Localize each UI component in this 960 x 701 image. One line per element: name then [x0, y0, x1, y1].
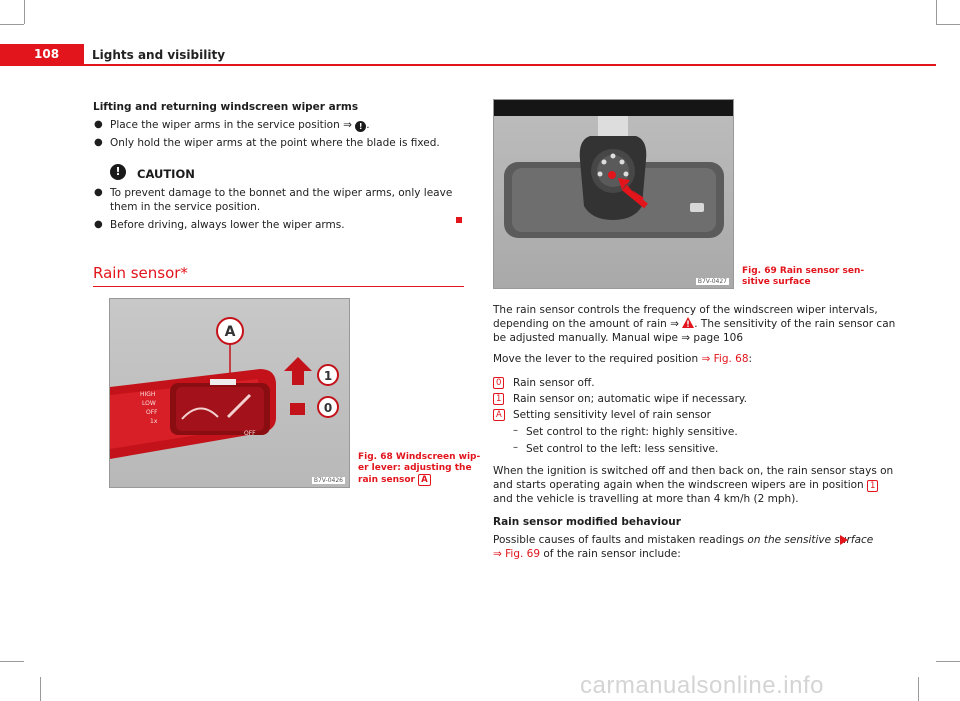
svg-text:A: A — [224, 324, 236, 340]
svg-text:HIGH: HIGH — [140, 391, 156, 398]
caution-text: To prevent damage to the bonnet and the wiper arms, only leave them in the service position. — [110, 187, 453, 213]
paragraph: depending on the amount of rain ⇒ . The sensitivity of the rain sensor can — [493, 318, 896, 330]
caption-key: A — [418, 474, 431, 486]
rain-sensor-illustration — [494, 100, 734, 289]
crop-mark — [936, 0, 937, 24]
dash-bullet: – — [513, 442, 518, 453]
position-key: 1 — [867, 480, 878, 492]
svg-text:1: 1 — [323, 369, 333, 383]
dash-text: Set control to the left: less sensitive. — [526, 443, 719, 455]
caution-label: CAUTION — [137, 167, 195, 181]
bullet-dot: ● — [94, 137, 103, 148]
paragraph: and the vehicle is travelling at more than 4 km/h (2 mph). — [493, 493, 799, 505]
figure-code: B7V-0427 — [697, 278, 727, 285]
crop-mark — [936, 24, 960, 25]
figure-wiper-lever — [109, 298, 350, 488]
bullet-dot: ● — [94, 187, 103, 198]
position-key: 1 — [493, 393, 504, 405]
bullet-text: Place the wiper arms in the service position ⇒ ! . — [110, 119, 370, 131]
dash-bullet: – — [513, 425, 518, 436]
section-rule — [93, 286, 464, 287]
figure-code: B7V-0426 — [313, 477, 343, 484]
section-end-marker — [456, 217, 462, 223]
caution-text: Before driving, always lower the wiper arms. — [110, 219, 345, 231]
continue-arrow-icon — [840, 535, 848, 545]
warning-icon[interactable] — [682, 317, 694, 328]
paragraph: and starts operating again when the windscreen wipers are in position 1 — [493, 478, 878, 492]
crop-mark — [24, 0, 25, 24]
section-title: Rain sensor* — [93, 264, 188, 282]
paragraph: Possible causes of faults and mistaken readings on the sensitive surface — [493, 534, 874, 546]
figure-link[interactable]: ⇒ Fig. 68 — [701, 353, 749, 365]
bullet-dot: ● — [94, 219, 103, 230]
position-key: A — [493, 409, 505, 421]
wiper-lever-illustration — [110, 299, 350, 488]
paragraph: be adjusted manually. Manual wipe ⇒ page 106 — [493, 332, 744, 344]
crop-mark — [936, 661, 960, 662]
position-text: Setting sensitivity level of rain sensor — [513, 409, 711, 421]
caution-icon: ! — [110, 164, 126, 180]
svg-text:0: 0 — [323, 401, 333, 415]
svg-text:OFF: OFF — [146, 409, 158, 416]
paragraph: When the ignition is switched off and then back on, the rain sensor stays on — [493, 465, 894, 477]
svg-text:OFF: OFF — [244, 430, 256, 437]
paragraph: The rain sensor controls the frequency of the windscreen wiper intervals, — [493, 304, 878, 316]
svg-text:1x: 1x — [150, 418, 158, 425]
figure-link[interactable]: ⇒ Fig. 69 — [493, 548, 541, 560]
page-number: 108 — [34, 47, 60, 61]
crop-mark — [40, 677, 41, 701]
paragraph: Move the lever to the required position ⇒ Fig. 68: — [493, 353, 753, 365]
position-text: Rain sensor off. — [513, 377, 595, 389]
figure-rain-sensor — [493, 99, 734, 289]
bullet-text: Only hold the wiper arms at the point where the blade is fixed. — [110, 137, 440, 149]
paragraph: ⇒ Fig. 69 of the rain sensor include: — [493, 548, 681, 560]
caution-ref-icon[interactable]: ! — [355, 121, 366, 132]
header-rule — [84, 64, 936, 66]
subheading: Rain sensor modified behaviour — [493, 516, 681, 528]
watermark: carmanualsonline.info — [580, 672, 824, 699]
service-heading: Lifting and returning windscreen wiper arms — [93, 101, 359, 113]
crop-mark — [0, 661, 24, 662]
bullet-dot: ● — [94, 119, 103, 130]
position-text: Rain sensor on; automatic wipe if necessary. — [513, 393, 747, 405]
svg-text:LOW: LOW — [142, 400, 156, 407]
crop-mark — [918, 677, 919, 701]
crop-mark — [0, 24, 24, 25]
position-key: 0 — [493, 377, 504, 389]
header-title: Lights and visibility — [92, 48, 226, 62]
dash-text: Set control to the right: highly sensitive. — [526, 426, 738, 438]
figure-caption: Fig. 69 Rain sensor sen- sitive surface — [742, 266, 865, 287]
figure-caption: Fig. 68 Windscreen wip- er lever: adjusting the rain sensor A — [358, 452, 481, 485]
